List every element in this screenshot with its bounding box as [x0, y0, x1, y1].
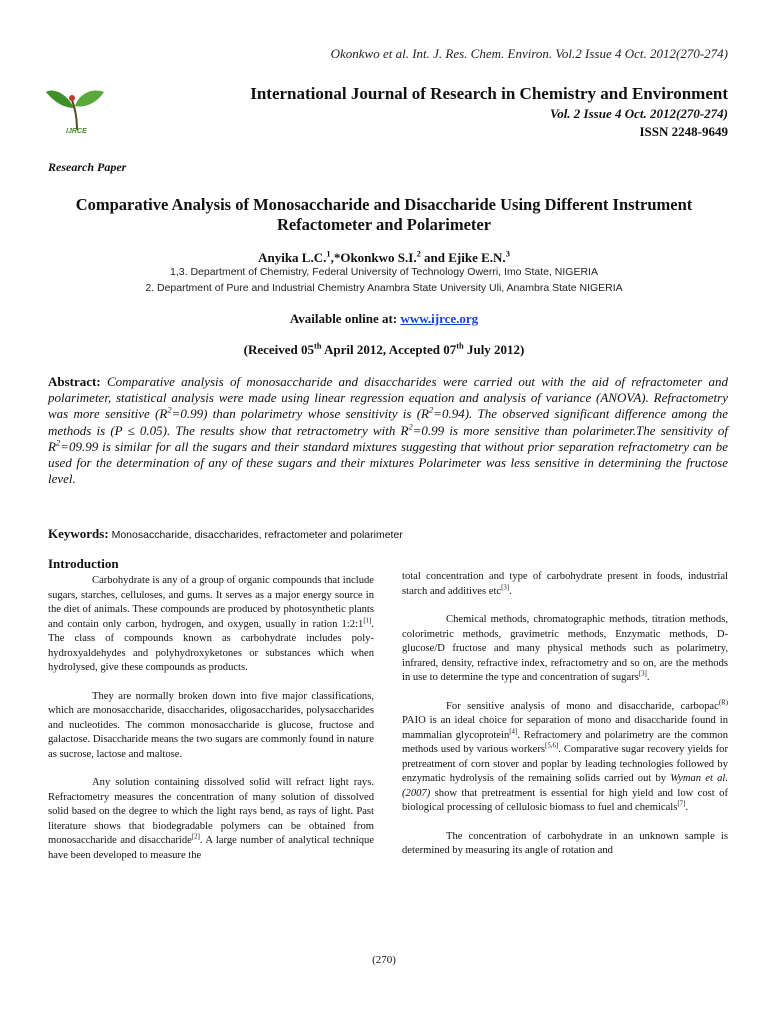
author-3: and Ejike E.N.: [420, 250, 506, 265]
journal-title: International Journal of Research in Chemistry and Environment: [250, 84, 728, 103]
paragraph-text: . Comparative sugar recovery yields for pretreatment of corn stover and poplar by leading technologies followed by enzymatic hydrolysis of the remaining solids carried out by: [402, 744, 728, 784]
paragraph-text: . The class of compounds known as carbohydrate includes poly- hydroxyaldehydes and polyhydroxyketones or substances which when hydrolysed, give these compounds as products.: [48, 618, 374, 673]
abstract-text: =0.94). The observed significant difference among the methods is (P ≤ 0.05). The results show that retractometry with R: [48, 406, 729, 438]
abstract: [48, 374, 728, 487]
r-squared-sup: 2: [55, 437, 61, 448]
paragraph-text: . Refractomery and polarimetry are the common methods used by various workers: [402, 729, 728, 755]
r-squared-sup: 2: [167, 405, 172, 416]
journal-issue: Vol. 2 Issue 4 Oct. 2012(270-274): [549, 106, 728, 121]
received-text: (Received 05: [243, 342, 314, 357]
paragraph-text: Chemical methods, chromatographic methods, titration methods, colorimetric methods, gravimetric methods, Enzymatic methods, D-glucose/D fructose and many physical methods such as polarimetry, infrared, density, refractive index, refractometry and so on, are the methods in use to determine the type and concentration of sugars: [402, 614, 728, 683]
paragraph-text: show that pretreatment is essential for high yield and low cost of biological processing of cellulosic biomass to fuel and chemicals: [402, 787, 728, 813]
citation-ref: [3]: [501, 583, 510, 591]
registered-mark: (R): [718, 698, 728, 706]
author-1: Anyika L.C.: [258, 250, 327, 265]
abstract-text: Comparative analysis of monosaccharide and disaccharides were carried out with the aid of refractometer and polarimeter, statistical analysis were made using linear regression equation and analysis of variance (ANOVA). Refractometry was more sensitive (R: [48, 374, 728, 422]
abstract-text: =0.99) than polarimetry whose sensitivity is (R: [171, 406, 429, 422]
section-heading-introduction: Introduction: [48, 556, 119, 571]
keywords-text: Monosaccharide, disaccharides, refractometer and polarimeter: [108, 529, 403, 541]
paragraph-text: .: [646, 672, 650, 683]
author-2: ,*Okonkwo S.I.: [330, 250, 417, 265]
availability: [40, 311, 728, 327]
keywords: [48, 526, 728, 542]
abstract-label: Abstract:: [48, 374, 101, 389]
author-2-sup: 2: [416, 248, 421, 259]
logo-text: IJRCE: [66, 128, 87, 135]
right-column: [402, 570, 728, 873]
paper-type: Research Paper: [48, 160, 127, 174]
author-1-sup: 1: [326, 248, 331, 259]
paragraph: [48, 574, 374, 676]
paragraph-text: . A large number of analytical technique have been developed to measure the: [48, 835, 374, 861]
paragraph-text: .: [509, 585, 512, 597]
paragraph: [402, 613, 728, 686]
accepted-year: July 2012): [463, 342, 525, 357]
paragraph-text: For sensitive analysis of mono and disaccharide, carbopac: [446, 700, 719, 712]
journal-masthead: [250, 84, 728, 140]
title-line-2: Refactometer and Polarimeter: [276, 215, 492, 234]
journal-link[interactable]: www.ijrce.org: [400, 311, 479, 326]
author-3-sup: 3: [505, 248, 510, 259]
sprout-icon: [44, 84, 108, 132]
accepted-text: April 2012, Accepted 07: [321, 342, 457, 357]
affiliation-1: 1,3. Department of Chemistry, Federal University of Technology Owerri, Imo State, NIGERIA: [170, 266, 598, 278]
authors: [40, 250, 728, 266]
r-squared-sup: 2: [408, 421, 413, 432]
citation-ref: [3]: [638, 670, 647, 678]
title-line-1: Comparative Analysis of Monosaccharide and Disaccharide Using Different Instrument: [75, 195, 693, 214]
citation-ref: [4]: [509, 727, 518, 735]
left-column: [48, 574, 374, 877]
paragraph-text: .: [685, 802, 689, 813]
author-citation: Wyman et al. (2007): [402, 773, 728, 799]
citation-ref: [1]: [363, 616, 372, 624]
citation-ref: [7]: [677, 800, 686, 808]
page-number: (270): [372, 954, 396, 966]
citation-ref: [5,6]: [545, 742, 559, 750]
citation-ref: [2]: [191, 833, 200, 841]
running-head: Okonkwo et al. Int. J. Res. Chem. Environ. Vol.2 Issue 4 Oct. 2012(270-274): [330, 46, 728, 61]
paragraph-text: Any solution containing dissolved solid will refract light rays. Refractometry measures the concentration of many solution of dissolved solid based on the degree to which the light rays bend, as rays of light. Past literature shows that biodegradable polymers can be obtained from monosaccharide and disaccharide: [48, 777, 374, 846]
accepted-sup: th: [456, 340, 464, 351]
paragraph: [48, 776, 374, 863]
paragraph-text: total concentration and type of carbohydrate present in foods, industrial starch and additives etc: [402, 571, 728, 597]
paragraph-text: Carbohydrate is any of a group of organic compounds that include sugars, starches, celluloses, and gums. It serves as a major energy source in the diet of animals. These compounds are produced by photosynthetic plants and contain only carbon, hydrogen, and oxygen, usually in ration 1:2:1: [48, 575, 374, 630]
paragraph: The concentration of carbohydrate in an unknown sample is determined by measuring its angle of rotation and: [402, 830, 728, 856]
paper-title: [40, 195, 728, 235]
abstract-text: =0.99 is more sensitive than polarimeter.The sensitivity of R: [48, 422, 728, 454]
paragraph: [402, 700, 728, 816]
received-dates: [40, 342, 728, 358]
paragraph-text: PAIO is an ideal choice for separation of mono and disaccharide found in mammalian glycoprotein: [402, 715, 728, 741]
paragraph: They are normally broken down into five major classifications, which are monosaccharide, disaccharides, oligosaccharides, polysaccharides and nucleotides. The common monosaccharide is glucose, fructose and galactose. Disaccharide means the two sugars are commonly found in nature as sucrose, lactose and maltose.: [48, 690, 374, 760]
paragraph: [402, 570, 728, 599]
keywords-label: Keywords:: [48, 526, 109, 541]
received-sup: th: [314, 340, 322, 351]
abstract-text: =09.99 is similar for all the sugars and their standard mixtures suggesting that without prior separation refractometry can be used for the determination of any of these sugars and their mixtures Polarimeter was less sensitive in determining the fructose level.: [48, 438, 728, 487]
journal-logo: [44, 84, 108, 144]
r-squared-sup: 2: [428, 405, 434, 416]
journal-issn: ISSN 2248-9649: [639, 124, 728, 139]
availability-label: Available online at:: [289, 311, 401, 326]
affiliation-2: 2. Department of Pure and Industrial Chemistry Anambra State University Uli, Anambra State NIGERIA: [145, 282, 623, 294]
